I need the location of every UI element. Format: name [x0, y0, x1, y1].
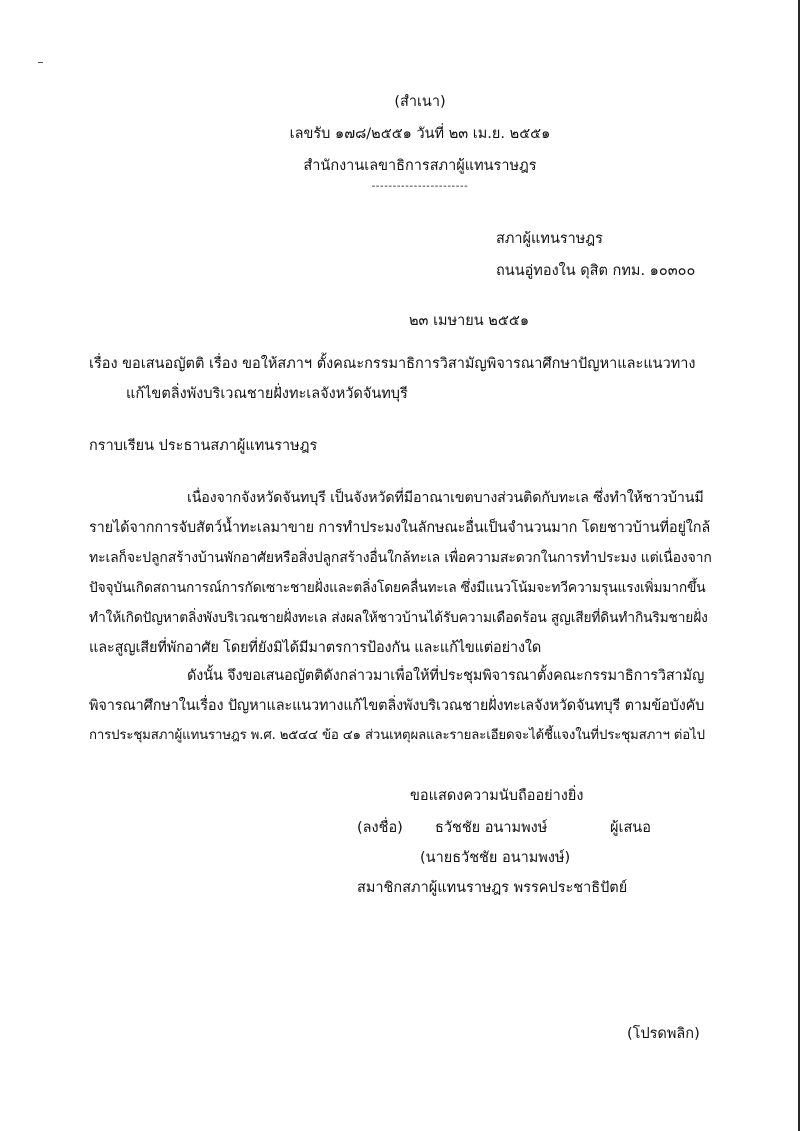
salutation: กราบเรียน ประธานสภาผู้แทนราษฎร — [89, 438, 318, 454]
sender-address-line2: ถนนอู่ทองใน ดุสิต กทม. ๑๐๓๐๐ — [496, 263, 696, 279]
scan-speck — [38, 62, 43, 63]
subject-line1: เรื่อง ขอเสนอญัตติ เรื่อง ขอให้สภาฯ ตั้งคณะกรรมาธิการวิสามัญพิจารณาศึกษาปัญหาและแนวทาง — [89, 356, 696, 372]
receipt-line: เลขรับ ๑๗๘/๒๕๕๑ วันที่ ๒๓ เม.ย. ๒๕๕๑ — [289, 126, 551, 142]
sender-address-line1: สภาผู้แทนราษฎร — [496, 231, 603, 247]
signatory-position: สมาชิกสภาผู้แทนราษฎร พรรคประชาธิปัตย์ — [357, 880, 628, 896]
copy-mark: (สำเนา) — [394, 94, 446, 110]
paragraph-line: การประชุมสภาผู้แทนราษฎร พ.ศ. ๒๕๔๔ ข้อ ๔๑ ส่วนเหตุผลและรายละเอียดจะได้ชี้แจงในที่ประชุมสภาฯ ต่อไป — [89, 728, 705, 743]
closing-regards: ขอแสดงความนับถืออย่างยิ่ง — [410, 788, 584, 804]
office-name: สำนักงานเลขาธิการสภาผู้แทนราษฎร — [303, 158, 537, 174]
signature-name: ธวัชชัย อนามพงษ์ — [435, 820, 548, 836]
signatory-full-name: (นายธวัชชัย อนามพงษ์) — [420, 850, 571, 866]
turn-over-note: (โปรดพลิก) — [627, 1026, 700, 1042]
paragraph-line: ทำให้เกิดปัญหาตลิ่งพังบริเวณชายฝั่งทะเล ส่งผลให้ชาวบ้านได้รับความเดือดร้อน สูญเสียที่ดินทำกินริมชายฝั่ง — [89, 610, 708, 626]
paragraph-line: พิจารณาศึกษาในเรื่อง ปัญหาและแนวทางแก้ไขตลิ่งพังบริเวณชายฝั่งทะเลจังหวัดจันทบุรี ตามข้อบังคับ — [89, 698, 705, 714]
signed-label: (ลงชื่อ) — [357, 820, 403, 836]
paragraph-line: เนื่องจากจังหวัดจันทบุรี เป็นจังหวัดที่มีอาณาเขตบางส่วนติดกับทะเล ซึ่งทำให้ชาวบ้านมี — [187, 490, 704, 506]
paragraph-line: ทะเลก็จะปลูกสร้างบ้านพักอาศัยหรือสิ่งปลูกสร้างอื่นใกล้ทะเล เพื่อความสะดวกในการทำประมง แต่เนื่องจาก — [89, 550, 712, 566]
header-divider: ----------------------- — [371, 181, 469, 192]
letter-date: ๒๓ เมษายน ๒๕๕๑ — [409, 313, 530, 329]
proposer-role: ผู้เสนอ — [610, 820, 651, 836]
paragraph-line: และสูญเสียที่พักอาศัย โดยที่ยังมิได้มีมาตรการป้องกัน และแก้ไขแต่อย่างใด — [89, 640, 542, 656]
paragraph-line: ปัจจุบันเกิดสถานการณ์การกัดเซาะชายฝั่งและตลิ่งโดยคลื่นทะเล ซึ่งมีแนวโน้มจะทวีความรุนแรงเพิ่มมากขึ้น — [89, 580, 706, 596]
subject-line2: แก้ไขตลิ่งพังบริเวณชายฝั่งทะเลจังหวัดจันทบุรี — [126, 386, 408, 402]
paragraph-line: ดังนั้น จึงขอเสนอญัตติดังกล่าวมาเพื่อให้ที่ประชุมพิจารณาตั้งคณะกรรมาธิการวิสามัญ — [187, 668, 705, 684]
paragraph-line: รายได้จากการจับสัตว์น้ำทะเลมาขาย การทำประมงในลักษณะอื่นเป็นจำนวนมาก โดยชาวบ้านที่อยู่ใกล้ — [89, 520, 711, 536]
